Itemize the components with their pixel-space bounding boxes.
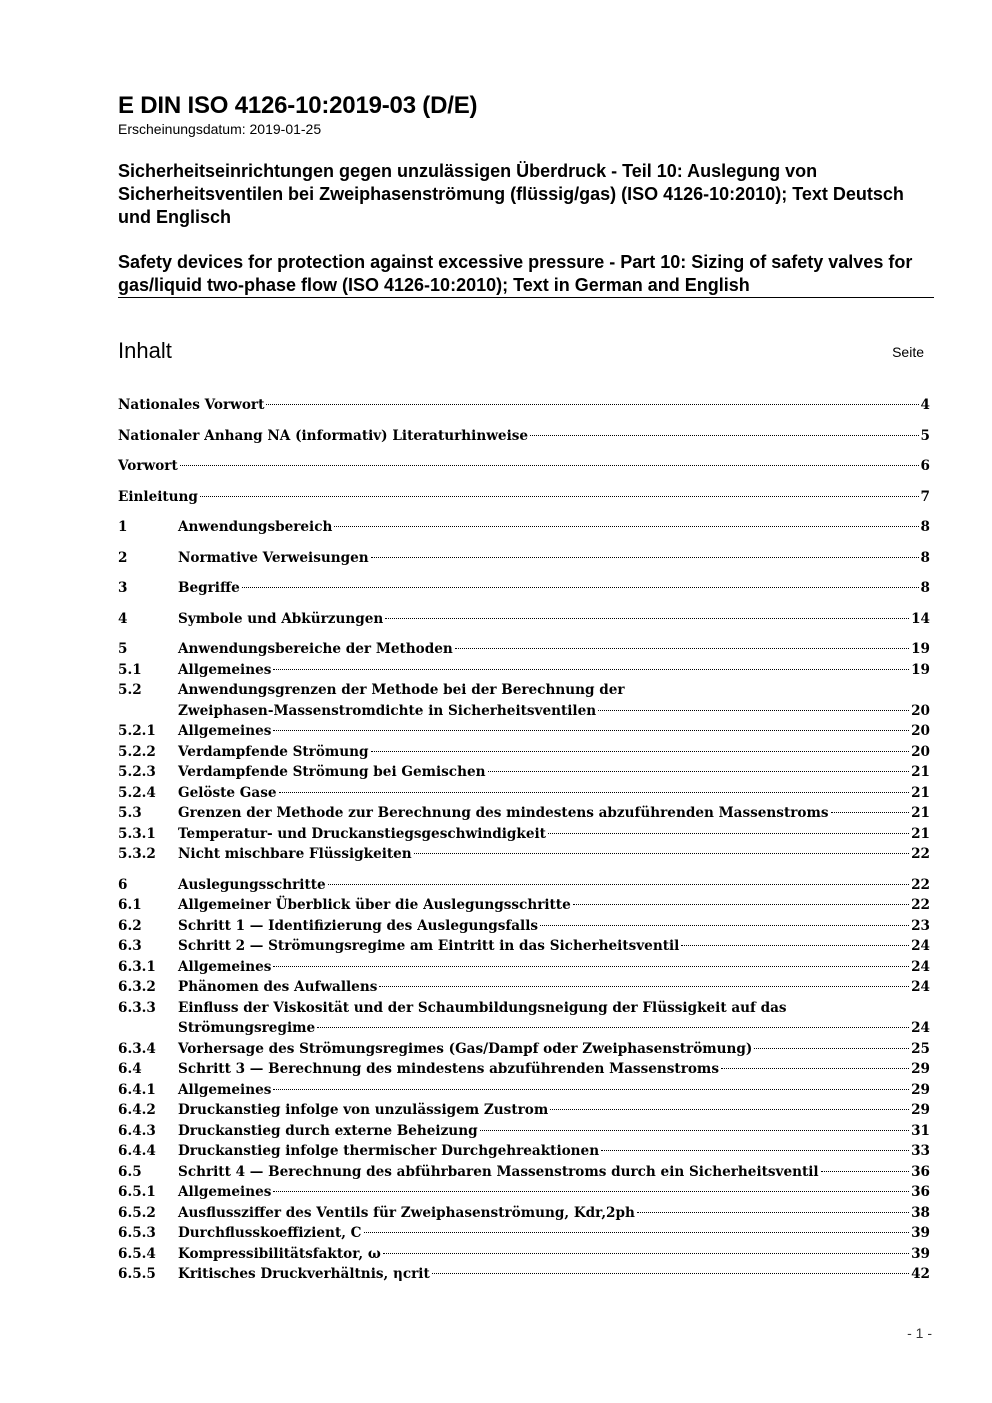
toc-entry-number: 6.4.3 bbox=[118, 1122, 156, 1139]
toc-entry-number: 5.2.3 bbox=[118, 764, 156, 780]
toc-entry[interactable] bbox=[118, 1264, 930, 1285]
toc-leader-dots bbox=[598, 710, 909, 711]
toc-entry[interactable] bbox=[118, 1121, 930, 1142]
toc-leader-dots bbox=[371, 751, 910, 752]
title-german: Sicherheitseinrichtungen gegen unzulässigen Überdruck - Teil 10: Auslegung von Sicherheitsventilen bei Zweiphasenströmung (flüssig/gas) (ISO 4126-10:2010); Text Deutsch und Englisch bbox=[118, 161, 904, 227]
toc-entry[interactable] bbox=[118, 957, 930, 978]
toc-entry-label: Verdampfende Strömung bei Gemischen bbox=[178, 764, 486, 780]
toc-entry-page: 22 bbox=[911, 846, 930, 862]
toc-entry-page: 33 bbox=[911, 1143, 930, 1159]
toc-entry[interactable] bbox=[118, 578, 930, 599]
toc-leader-dots bbox=[266, 404, 918, 405]
toc-leader-dots bbox=[180, 465, 919, 466]
toc-entry-page: 24 bbox=[911, 979, 930, 995]
toc-entry[interactable] bbox=[118, 824, 930, 845]
toc-heading: Inhalt bbox=[118, 338, 172, 363]
toc-leader-dots bbox=[573, 904, 909, 905]
toc-entry[interactable] bbox=[118, 639, 930, 660]
toc-leader-dots bbox=[681, 945, 909, 946]
toc-entry-label: Allgemeines bbox=[178, 723, 272, 739]
toc-entry-number: 6.5 bbox=[118, 1163, 142, 1180]
toc-entry[interactable] bbox=[118, 762, 930, 783]
toc-entry-number: 6.4.2 bbox=[118, 1102, 156, 1118]
toc-entry-page: 29 bbox=[911, 1081, 930, 1098]
toc-entry-label: Anwendungsbereiche der Methoden bbox=[178, 641, 453, 657]
toc-leader-dots bbox=[242, 587, 919, 588]
toc-entry-number: 6.5.3 bbox=[118, 1225, 156, 1241]
toc-entry[interactable] bbox=[118, 680, 930, 721]
toc-entry-page: 8 bbox=[920, 580, 930, 596]
toc-entry-label: Kompressibilitätsfaktor, ω bbox=[178, 1245, 381, 1262]
toc-entry[interactable] bbox=[118, 783, 930, 804]
toc-entry-label: Normative Verweisungen bbox=[178, 549, 369, 566]
toc-entry-label: Druckanstieg durch externe Beheizung bbox=[178, 1122, 478, 1139]
toc-entry-number: 6 bbox=[118, 876, 128, 893]
toc-entry-page: 20 bbox=[911, 743, 930, 760]
toc-entry-number: 4 bbox=[118, 610, 128, 627]
toc-entry-page: 23 bbox=[911, 917, 930, 934]
toc-entry-label: Schritt 3 — Berechnung des mindestens abzuführenden Massenstroms bbox=[178, 1061, 719, 1077]
toc-entry-label: Temperatur- und Druckanstiegsgeschwindigkeit bbox=[178, 825, 546, 842]
toc-leader-dots bbox=[821, 1171, 909, 1172]
toc-entry-number: 6.4.4 bbox=[118, 1143, 156, 1159]
toc-entry-page: 14 bbox=[911, 610, 930, 627]
toc-entry[interactable] bbox=[118, 742, 930, 763]
toc-entry-page: 21 bbox=[911, 784, 930, 801]
toc-entry[interactable] bbox=[118, 803, 930, 824]
toc-entry-page: 22 bbox=[911, 897, 930, 913]
toc-entry-number: 6.4 bbox=[118, 1061, 142, 1077]
toc-entry-page: 21 bbox=[911, 764, 930, 780]
toc-entry-page: 24 bbox=[911, 958, 930, 975]
toc-entry-label: Allgemeines bbox=[178, 661, 272, 678]
toc-leader-dots bbox=[273, 966, 909, 967]
toc-entry[interactable] bbox=[118, 721, 930, 742]
toc-entry-page: 38 bbox=[911, 1204, 930, 1221]
toc-entry-number: 6.3.1 bbox=[118, 958, 156, 975]
toc-entry-label-continued: Zweiphasen-Massenstromdichte in Sicherheitsventilen bbox=[178, 702, 597, 719]
toc-entry-page: 31 bbox=[911, 1122, 930, 1139]
toc-entry-label: Vorwort bbox=[118, 458, 178, 474]
title-divider bbox=[118, 297, 934, 298]
toc-entry[interactable] bbox=[118, 998, 930, 1039]
toc-entry-page: 21 bbox=[911, 825, 930, 842]
toc-leader-dots bbox=[328, 884, 909, 885]
toc-entry-number: 6.3.3 bbox=[118, 999, 156, 1016]
toc-entry[interactable] bbox=[118, 936, 930, 957]
toc-entry-label: Nicht mischbare Flüssigkeiten bbox=[178, 846, 412, 862]
toc-entry-number: 5.3.2 bbox=[118, 846, 156, 862]
toc-entry[interactable] bbox=[118, 1141, 930, 1162]
toc-leader-dots bbox=[432, 1273, 909, 1274]
document-id: E DIN ISO 4126-10:2019-03 (D/E) bbox=[118, 92, 478, 119]
toc-entry[interactable] bbox=[118, 660, 930, 681]
toc-entry-label: Druckanstieg infolge thermischer Durchgehreaktionen bbox=[178, 1143, 600, 1159]
toc-leader-dots bbox=[334, 526, 918, 527]
page-number: - 1 - bbox=[907, 1325, 932, 1341]
toc-entry-number: 5.2 bbox=[118, 682, 142, 698]
toc-leader-dots bbox=[831, 812, 910, 813]
publication-date: Erscheinungsdatum: 2019-01-25 bbox=[118, 121, 322, 137]
toc-entry-number: 5.2.4 bbox=[118, 784, 156, 801]
toc-entry-label: Druckanstieg infolge von unzulässigem Zustrom bbox=[178, 1102, 549, 1118]
toc-entry-number: 6.1 bbox=[118, 897, 142, 913]
toc-entry[interactable] bbox=[118, 1182, 930, 1203]
toc-entry-number: 5.1 bbox=[118, 661, 142, 678]
toc-entry-page: 24 bbox=[911, 1020, 930, 1036]
toc-entry-number: 6.5.2 bbox=[118, 1204, 156, 1221]
toc-leader-dots bbox=[383, 1253, 909, 1254]
toc-entry-page: 22 bbox=[911, 876, 930, 893]
toc-leader-dots bbox=[273, 1191, 909, 1192]
toc-page-column-label: Seite bbox=[892, 344, 924, 360]
toc-entry-page: 39 bbox=[911, 1225, 930, 1241]
toc-entry-label: Vorhersage des Strömungsregimes (Gas/Dampf oder Zweiphasenströmung) bbox=[178, 1040, 753, 1057]
toc-leader-dots bbox=[754, 1048, 909, 1049]
toc-entry-label: Einleitung bbox=[118, 488, 198, 505]
toc-entry-label: Auslegungsschritte bbox=[178, 876, 326, 893]
toc-entry-page: 29 bbox=[911, 1061, 930, 1077]
toc-entry-label: Schritt 2 — Strömungsregime am Eintritt in das Sicherheitsventil bbox=[178, 938, 680, 954]
toc-entry[interactable] bbox=[118, 1059, 930, 1080]
toc-leader-dots bbox=[273, 669, 909, 670]
toc-entry[interactable] bbox=[118, 916, 930, 937]
toc-entry-number: 6.5.1 bbox=[118, 1184, 156, 1200]
toc-leader-dots bbox=[385, 618, 909, 619]
toc-entry-label: Einfluss der Viskosität und der Schaumbildungsneigung der Flüssigkeit auf das bbox=[178, 999, 787, 1016]
toc-entry-number: 6.3.2 bbox=[118, 979, 156, 995]
toc-leader-dots bbox=[371, 557, 919, 558]
toc-entry-page: 25 bbox=[911, 1040, 930, 1057]
toc-leader-dots bbox=[273, 1089, 909, 1090]
toc-leader-dots bbox=[379, 986, 909, 987]
toc-leader-dots bbox=[364, 1232, 910, 1233]
toc-entry-number: 5 bbox=[118, 641, 128, 657]
toc-entry-label: Allgemeiner Überblick über die Auslegungsschritte bbox=[178, 897, 571, 913]
toc-entry-label: Nationales Vorwort bbox=[118, 397, 265, 413]
toc-entry[interactable] bbox=[118, 1203, 930, 1224]
toc-entry-label: Begriffe bbox=[178, 580, 240, 596]
toc-entry[interactable] bbox=[118, 1100, 930, 1121]
toc-leader-dots bbox=[721, 1068, 909, 1069]
toc-entry-label: Phänomen des Aufwallens bbox=[178, 979, 378, 995]
toc-entry-page: 36 bbox=[911, 1163, 930, 1180]
toc-entry-page: 8 bbox=[920, 519, 930, 535]
toc-entry-number: 6.5.4 bbox=[118, 1245, 156, 1262]
toc-entry-label: Grenzen der Methode zur Berechnung des mindestens abzuführenden Massenstroms bbox=[178, 805, 829, 821]
toc-entry-page: 19 bbox=[911, 641, 930, 657]
toc-entry[interactable] bbox=[118, 977, 930, 998]
toc-leader-dots bbox=[317, 1027, 909, 1028]
toc-entry-label: Allgemeines bbox=[178, 1184, 272, 1200]
toc-entry-number: 3 bbox=[118, 580, 128, 596]
toc-entry-label: Allgemeines bbox=[178, 1081, 272, 1098]
toc-entry-number: 6.4.1 bbox=[118, 1081, 156, 1098]
title-english: Safety devices for protection against excessive pressure - Part 10: Sizing of safety valves for gas/liquid two-phase flow (ISO 4126-10:2010); Text in German and English bbox=[118, 252, 913, 295]
toc-entry-page: 20 bbox=[911, 702, 930, 719]
toc-leader-dots bbox=[488, 771, 910, 772]
toc-entry-number: 6.3 bbox=[118, 938, 142, 954]
toc-leader-dots bbox=[548, 833, 909, 834]
toc-entry[interactable] bbox=[118, 1223, 930, 1244]
toc-leader-dots bbox=[273, 730, 909, 731]
toc-entry-page: 4 bbox=[920, 397, 930, 413]
toc-entry-number: 5.3 bbox=[118, 805, 142, 821]
toc-entry-page: 36 bbox=[911, 1184, 930, 1200]
toc-entry[interactable] bbox=[118, 609, 930, 630]
toc-entry[interactable] bbox=[118, 395, 930, 416]
toc-leader-dots bbox=[601, 1150, 909, 1151]
toc-entry-number: 5.3.1 bbox=[118, 825, 156, 842]
toc-entry-page: 21 bbox=[911, 805, 930, 821]
toc-entry[interactable] bbox=[118, 1162, 930, 1183]
toc-entry[interactable] bbox=[118, 1039, 930, 1060]
toc-entry-label: Anwendungsbereich bbox=[178, 519, 333, 535]
toc-leader-dots bbox=[414, 853, 909, 854]
toc-entry-number: 5.2.1 bbox=[118, 723, 156, 739]
toc-entry-label: Schritt 4 — Berechnung des abführbaren Massenstroms durch ein Sicherheitsventil bbox=[178, 1163, 819, 1180]
toc-entry-label: Anwendungsgrenzen der Methode bei der Berechnung der bbox=[178, 682, 625, 698]
toc-entry-number: 2 bbox=[118, 549, 128, 566]
toc-entry-label: Symbole und Abkürzungen bbox=[178, 610, 384, 627]
toc-leader-dots bbox=[455, 648, 909, 649]
toc-entry-page: 29 bbox=[911, 1102, 930, 1118]
toc-leader-dots bbox=[200, 496, 919, 497]
toc-leader-dots bbox=[637, 1212, 909, 1213]
toc-entry[interactable] bbox=[118, 1244, 930, 1265]
toc-leader-dots bbox=[480, 1130, 909, 1131]
toc-entry-label: Verdampfende Strömung bbox=[178, 743, 369, 760]
toc-entry[interactable] bbox=[118, 1080, 930, 1101]
toc-entry-page: 39 bbox=[911, 1245, 930, 1262]
toc-entry-page: 24 bbox=[911, 938, 930, 954]
toc-entry-page: 7 bbox=[920, 488, 930, 505]
toc-entry-label: Schritt 1 — Identifizierung des Auslegungsfalls bbox=[178, 917, 539, 934]
toc-leader-dots bbox=[530, 435, 918, 436]
toc-entry-page: 19 bbox=[911, 661, 930, 678]
toc-entry[interactable] bbox=[118, 426, 930, 447]
toc-entry[interactable] bbox=[118, 548, 930, 569]
toc-leader-dots bbox=[540, 925, 909, 926]
toc-entry-page: 42 bbox=[911, 1266, 930, 1282]
toc-entry-label: Ausflussziffer des Ventils für Zweiphasenströmung, Kdr,2ph bbox=[178, 1204, 635, 1221]
toc-entry-number: 6.2 bbox=[118, 917, 142, 934]
toc-entry-number: 1 bbox=[118, 519, 128, 535]
toc-entry-label-continued: Strömungsregime bbox=[178, 1020, 316, 1036]
toc-entry-number: 6.5.5 bbox=[118, 1266, 156, 1282]
toc-entry[interactable] bbox=[118, 456, 930, 477]
toc-leader-dots bbox=[550, 1109, 909, 1110]
toc-entry-page: 8 bbox=[920, 549, 930, 566]
toc-entry[interactable] bbox=[118, 895, 930, 916]
toc-entry[interactable] bbox=[118, 875, 930, 896]
toc-entry-label: Kritisches Druckverhältnis, ηcrit bbox=[178, 1266, 430, 1282]
toc-entry-number: 6.3.4 bbox=[118, 1040, 156, 1057]
table-of-contents bbox=[118, 395, 930, 1285]
toc-entry[interactable] bbox=[118, 517, 930, 538]
toc-entry[interactable] bbox=[118, 487, 930, 508]
toc-entry-label: Nationaler Anhang NA (informativ) Literaturhinweise bbox=[118, 427, 529, 444]
toc-entry-label: Gelöste Gase bbox=[178, 784, 277, 801]
toc-entry-page: 20 bbox=[911, 723, 930, 739]
toc-entry-page: 5 bbox=[920, 427, 930, 444]
toc-entry-label: Durchflusskoeffizient, C bbox=[178, 1225, 362, 1241]
toc-entry[interactable] bbox=[118, 844, 930, 865]
toc-entry-page: 6 bbox=[920, 458, 930, 474]
toc-entry-number: 5.2.2 bbox=[118, 743, 156, 760]
toc-entry-label: Allgemeines bbox=[178, 958, 272, 975]
toc-leader-dots bbox=[279, 792, 910, 793]
